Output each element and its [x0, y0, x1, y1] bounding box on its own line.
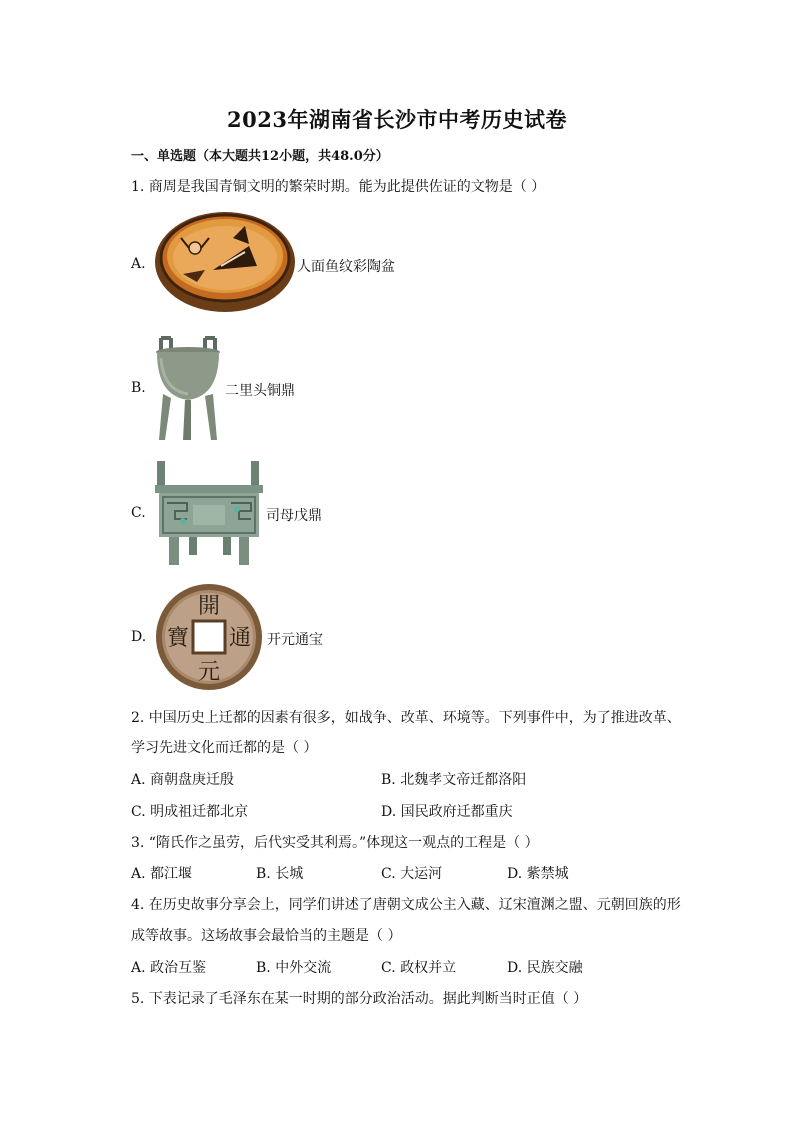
q1-option-d-caption: 开元通宝 [267, 632, 323, 648]
q3-option-a[interactable]: A. 都江堰 [131, 866, 193, 882]
coin-char-bottom: 元 [197, 660, 221, 685]
coin-char-top: 開 [197, 594, 221, 619]
question-2-stem-line2: 学习先进文化而迁都的是（ ） [131, 740, 318, 756]
question-1-stem: 1. 商周是我国青铜文明的繁荣时期。能为此提供佐证的文物是（ ） [131, 179, 546, 195]
section-heading: 一、单选题（本大题共12小题，共48.0分） [131, 149, 389, 164]
q3-option-c[interactable]: C. 大运河 [381, 866, 443, 882]
q2-option-b[interactable]: B. 北魏孝文帝迁都洛阳 [381, 772, 527, 788]
q2-option-a[interactable]: A. 商朝盘庚迁殷 [131, 772, 235, 788]
q4-option-c[interactable]: C. 政权并立 [381, 960, 457, 976]
q2-option-d[interactable]: D. 国民政府迁都重庆 [381, 804, 513, 820]
question-3-stem: 3. “隋氏作之虽劳，后代实受其利焉。”体现这一观点的工程是（ ） [131, 835, 539, 851]
q4-option-a[interactable]: A. 政治互鉴 [131, 960, 207, 976]
q1-option-a-letter[interactable]: A. [131, 256, 146, 272]
page-title: 2023年湖南省长沙市中考历史试卷 [227, 107, 567, 132]
q4-option-d[interactable]: D. 民族交融 [507, 960, 583, 976]
q3-option-d[interactable]: D. 紫禁城 [507, 866, 569, 882]
kaiyuan-coin-icon [153, 583, 265, 691]
question-4-stem-line1: 4. 在历史故事分享会上，同学们讲述了唐朝文成公主入藏、辽宋澶渊之盟、元朝回族的形 [131, 897, 681, 913]
question-4-stem-line2: 成等故事。这场故事会最恰当的主题是（ ） [131, 928, 402, 944]
painted-pottery-basin-icon [153, 208, 297, 316]
q1-option-b-letter[interactable]: B. [131, 380, 146, 396]
bronze-ding-icon [153, 334, 223, 442]
coin-char-left: 寶 [166, 626, 190, 651]
q2-option-c[interactable]: C. 明成祖迁都北京 [131, 804, 249, 820]
q1-option-c-caption: 司母戊鼎 [266, 508, 322, 524]
q4-option-b[interactable]: B. 中外交流 [256, 960, 332, 976]
q1-option-b-caption: 二里头铜鼎 [225, 383, 295, 399]
q1-option-c-letter[interactable]: C. [131, 505, 146, 521]
question-2-stem-line1: 2. 中国历史上迁都的因素有很多，如战争、改革、环境等。下列事件中，为了推进改革、 [131, 710, 681, 726]
question-5-stem: 5. 下表记录了毛泽东在某一时期的部分政治活动。据此判断当时正值（ ） [131, 991, 588, 1007]
q3-option-b[interactable]: B. 长城 [256, 866, 304, 882]
q1-option-d-letter[interactable]: D. [131, 629, 147, 645]
q1-option-a-caption: 人面鱼纹彩陶盆 [297, 259, 395, 275]
simuwu-ding-icon [153, 459, 267, 567]
coin-char-right: 通 [228, 626, 252, 651]
